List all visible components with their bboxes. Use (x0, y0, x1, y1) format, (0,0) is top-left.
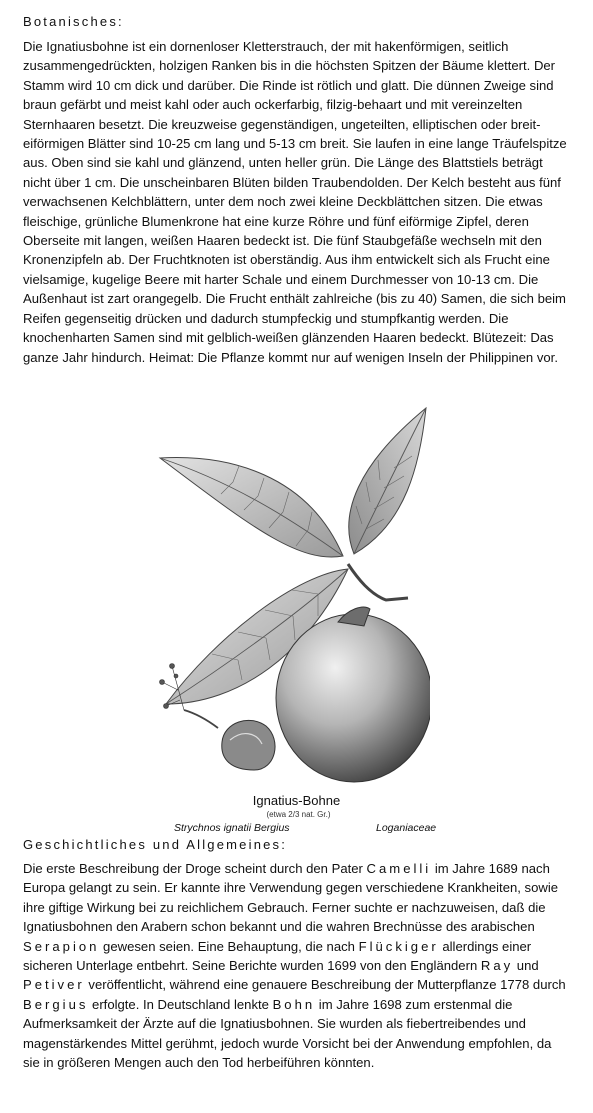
text-run: im Jahre 1689 nach Europa gelangt zu sein. Er kannte ihre Verwendung gegen verschiedene Krankheiten, sowie ihre giftige Wirkung bei zu reichlichem Gebrauch. Ferner suchte er nachzuweisen, daß die Ignatiusbohnen den Arabern schon bekannt und die wahren Brechnüsse des arabischen (23, 861, 559, 935)
section-heading-botanik: Botanisches: (23, 14, 124, 29)
text-run: gewesen seien. Eine Behauptung, die nach (99, 938, 359, 954)
person-name: Bohn (272, 996, 316, 1012)
text-run: allerdings einer sicheren Unterlage entbehrt. Seine Berichte wurden 1699 von den Engländern (23, 938, 532, 974)
plant-illustration (158, 404, 430, 790)
text-run: veröffentlicht, während eine genauere Beschreibung der Mutterpflanze 1778 durch (84, 977, 566, 993)
person-name: Serapion (23, 938, 100, 954)
text-run: Die erste Beschreibung der Droge scheint durch den Pater (23, 861, 367, 876)
stem (348, 564, 408, 600)
seed (222, 720, 275, 770)
figure-title: Ignatius-Bohne (252, 793, 341, 808)
geschichte-paragraph (23, 859, 571, 1072)
upper-right-leaf (349, 408, 426, 554)
person-name: Camelli (366, 861, 432, 876)
text-run: und (513, 958, 539, 974)
text-run: erfolgte. In Deutschland lenkte (88, 996, 273, 1012)
section-heading-geschichte: Geschichtliches und Allgemeines: (23, 837, 288, 852)
person-name: Petiver (23, 977, 85, 993)
figure-scale: (etwa 2/3 nat. Gr.) (266, 810, 331, 819)
figure-species: Strychnos ignatii Bergius (174, 822, 290, 834)
person-name: Ray (480, 958, 514, 974)
text-run: im Jahre 1698 zum erstenmal die Aufmerksamkeit der Ärzte auf die Ignatiusbohnen. Sie wurden als fiebertreibendes und magenstärkendes Mittel gerühmt, jedoch wurde Vorsicht bei der Anwendung empfohlen, da sie in größeren Mengen auch den Tod herbeiführen könnten. (23, 996, 552, 1071)
person-name: Bergius (23, 996, 89, 1012)
botanik-paragraph: Die Ignatiusbohne ist ein dornenloser Kletterstrauch, der mit hakenförmigen, seitlich zusammengedrückten, holzigen Ranken bis in die höchsten Spitzen der Bäume klettert. Der Stamm wird 10 cm dick und darüber. Die Rinde ist rötlich und glatt. Die dünnen Zweige sind braun gefärbt und meist kahl oder auch ockerfarbig, filzig-behaart und mit vereinzelten Sternhaaren besetzt. Die kreuzweise gegenständigen, ungeteilten, elliptischen oder breit-eiförmigen Blätter sind 10-25 cm lang und 5-13 cm breit. Sie laufen in eine lange Träufelspitze aus. Oben sind sie kahl und glänzend, unten heller grün. Die Länge des Blattstiels beträgt nicht über 1 cm. Die unscheinbaren Blüten bilden Traubendolden. Der Kelch besteht aus fünf verwachsenen Kelchblättern, unter dem noch zwei kleine Deckblättchen sitzen. Die etwas fleischige, grünliche Blumenkrone hat eine kurze Röhre und fünf eiförmige Zipfel, deren Oberseite mit langen, weißen Haaren bedeckt ist. Die fünf Staubgefäße wechseln mit den Kronenzipfeln ab. Der Fruchtknoten ist oberständig. Aus ihm entwickelt sich als Frucht eine vielsamige, kugelige Beere mit harter Schale und einem Durchmesser von 10-13 cm. Die Außenhaut ist zart orangegelb. Die Frucht enthält zahlreiche (bis zu 40) Samen, die sich beim Reifen gegenseitig drücken und dadurch stumpfeckig und stumpfkantig werden. Die knochenharten Samen sind mit gelblich-weißen glänzenden Haaren bedeckt. Blütezeit: Das ganze Jahr hindurch. Heimat: Die Pflanze kommt nur auf wenigen Inseln der Philippinen vor. (23, 39, 567, 365)
upper-left-leaf (160, 458, 343, 557)
figure-family: Loganiaceae (376, 822, 437, 834)
person-name: Flückiger (358, 938, 439, 954)
